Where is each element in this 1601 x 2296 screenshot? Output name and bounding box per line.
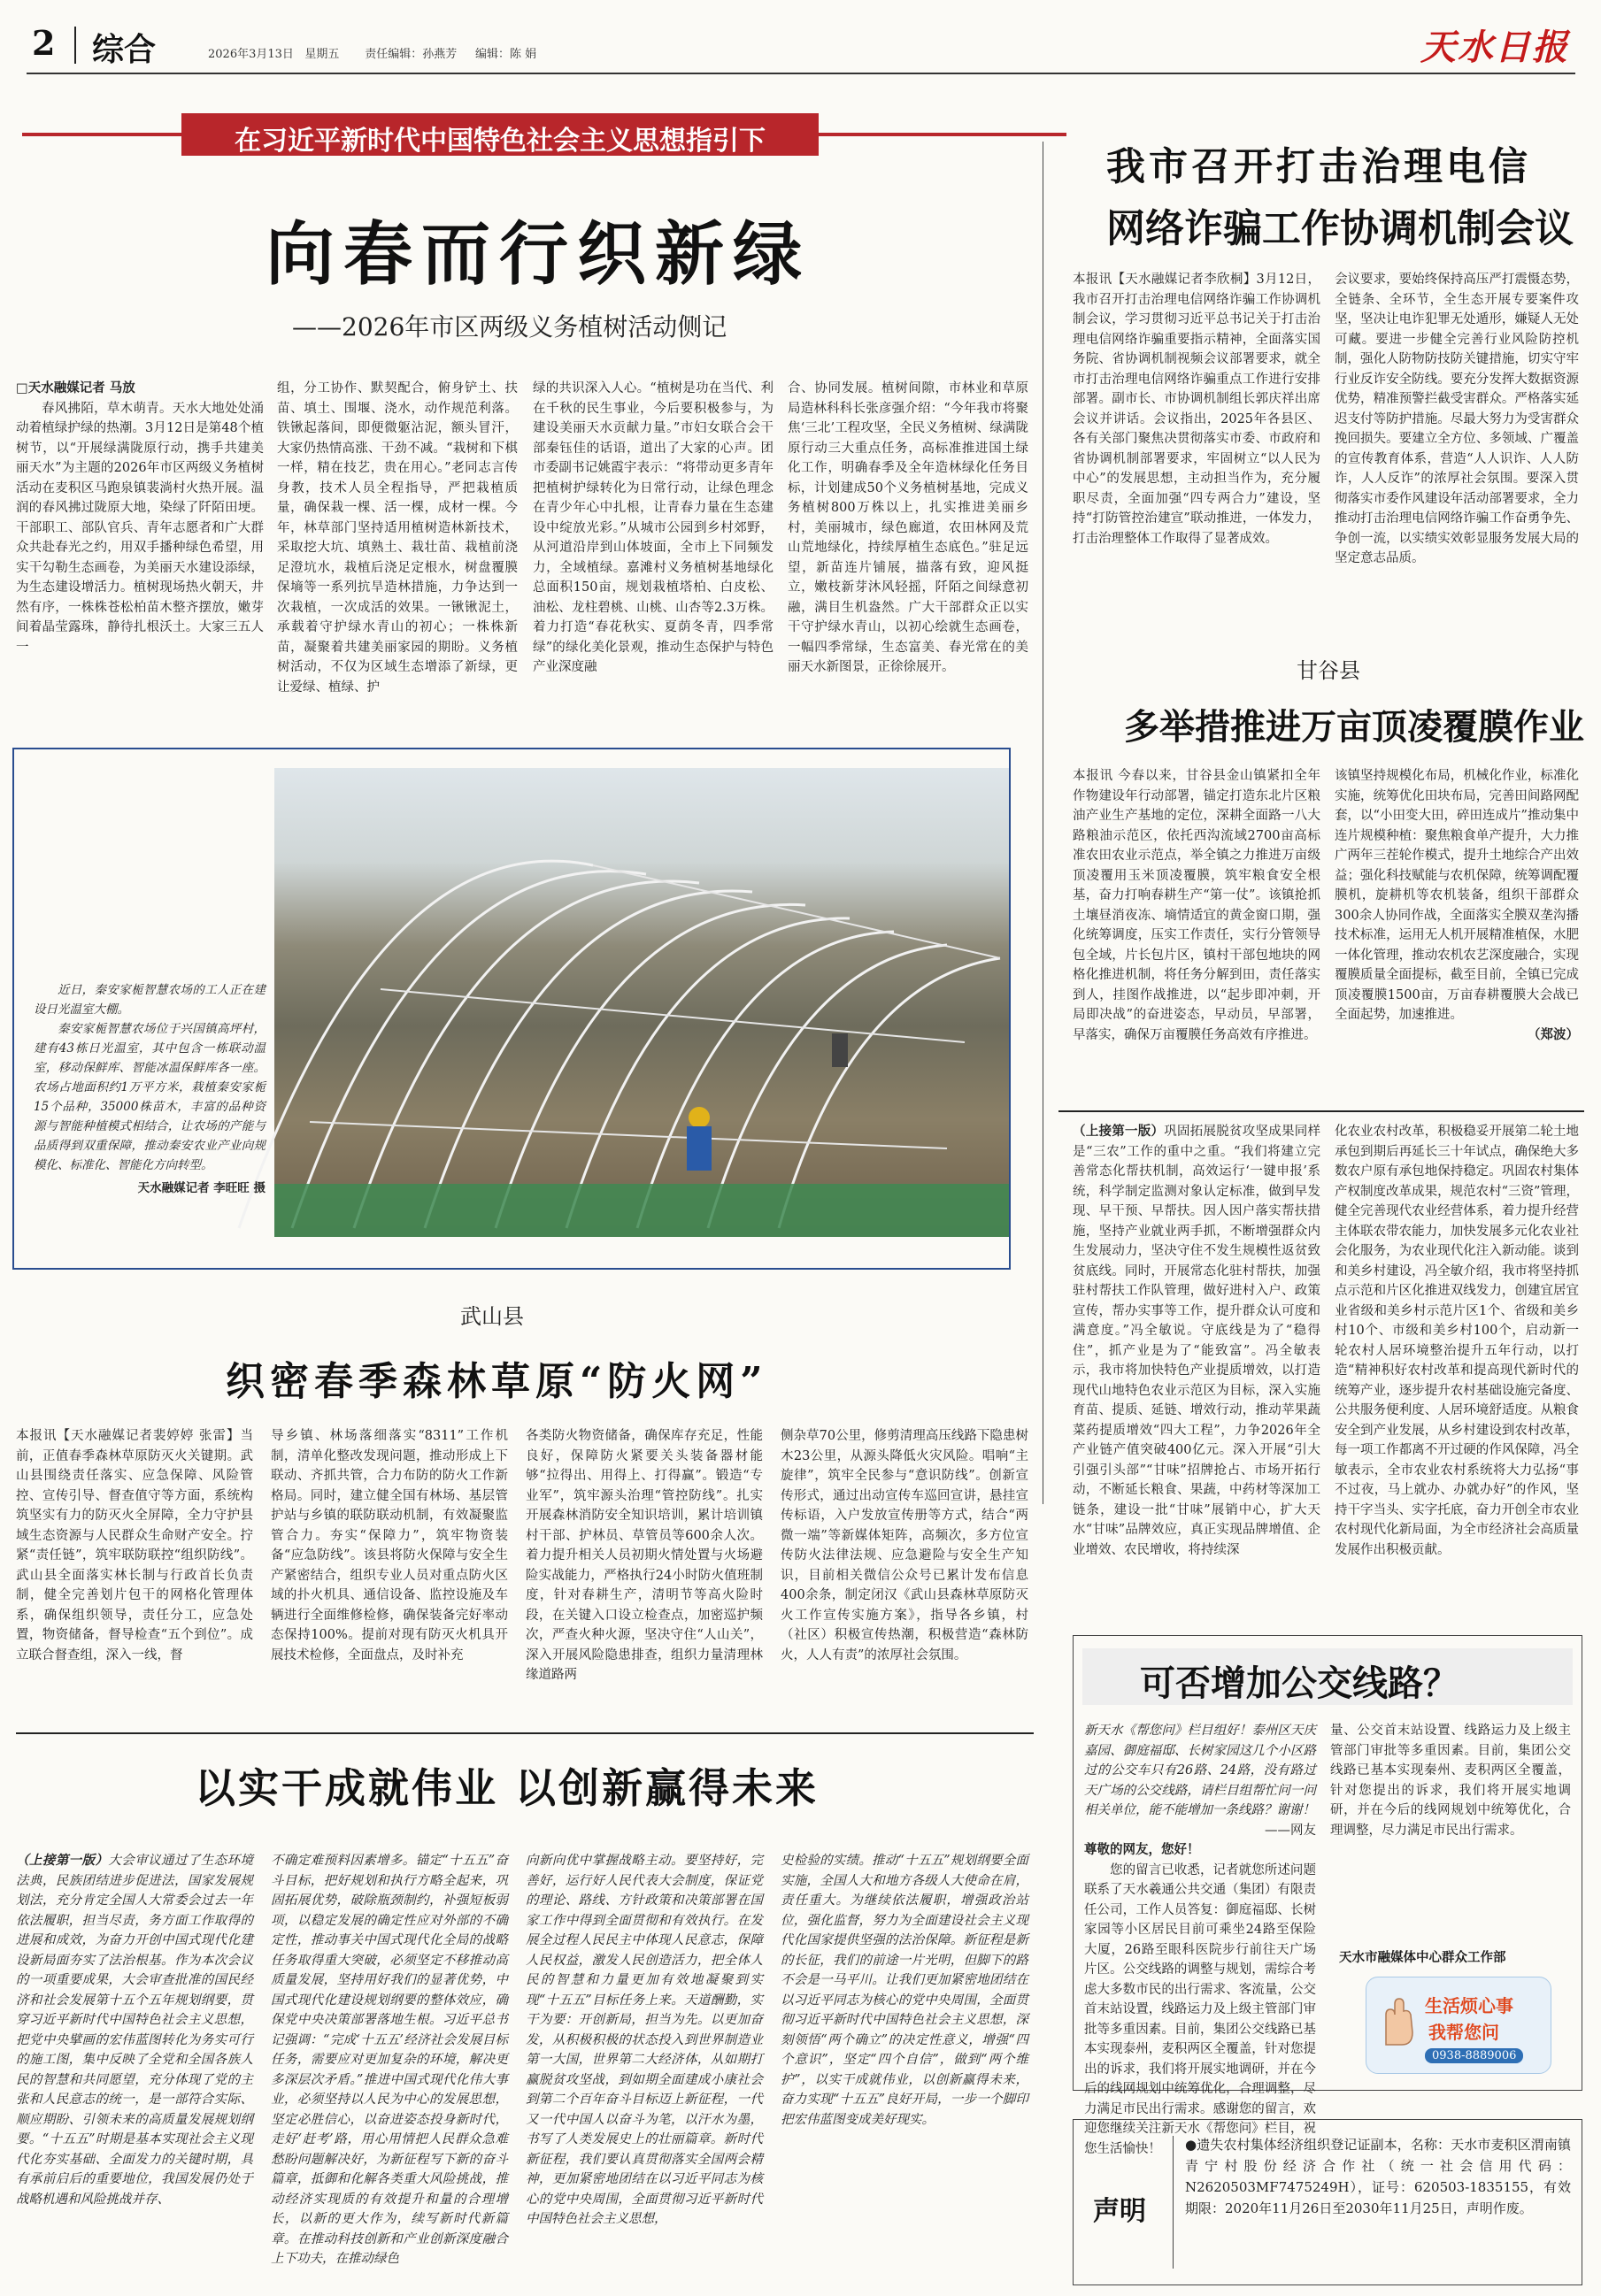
- hand-icon: [1375, 1993, 1420, 2046]
- tree-article-subtitle: ——2026年市区两级义务植树活动侧记: [292, 312, 727, 342]
- film-bottom-rule: [1058, 1110, 1584, 1112]
- photo-caption-line1: 近日，秦安家栀智慧农场的工人正在建设日光温室大棚。: [34, 983, 266, 1017]
- bus-reply: 您的留言已收悉，记者就您所述问题联系了天水羲通公共交通（集团）有限责任公司，工作人员答复：御庭福邸、长树家园等小区居民目前可乘坐24路至保险大厦，26路至眼科医院步行前往天广场片区。公交线路的调整与规划，需综合考虑大多数市民的出行需求、客流量，公交首末站设置，线路运力及上级主管部门审批等多重因素。目前，集团公交线路已基本实现泰州，麦积两区全覆盖，针对您提出的诉求，我们将开展实地调研，并在今后的线网规划中统筹优化，合理调整，尽力满足市民出行需求。感谢您的留言，欢迎您继续关注新天水《帮您问》栏目，祝您生活愉快！: [1084, 1862, 1316, 2156]
- film-article-title: 多举措推进万亩顶凌覆膜作业: [1124, 706, 1584, 748]
- fire-article-title: 织密春季森林草原“防火网”: [226, 1359, 768, 1404]
- film-signoff: （郑波）: [1528, 1026, 1579, 1042]
- fire-body-1: 本报讯【天水融媒记者裴婷婷 张雷】当前，正值春季森林草原防灭火关键期。武山县围绕责任落实、应急保障、风险管控、宣传引导、督查值守等方面，系统构筑坚实有力的防灭火全屏障，全力守护县域生态资源与人民群众生命财产安全。拧紧“责任链”，筑牢联防联控“组织防线”。武山县全面落实林长制与行政首长负责制，健全完善划片包干的网格化管理体系，确保组织领导，责任分工，应急处置，物资储备，督导检查“五个到位”。成立联合督查组，深入一线，督: [16, 1429, 253, 1662]
- film-county-label: 甘谷县: [1297, 658, 1360, 683]
- banner-text: 在习近平新时代中国特色社会主义思想指引下: [235, 126, 766, 157]
- work-tag: （上接第一版）大会审议通过了生态环境法典，民族团结进步促进法，国家发展规划法，充分肯定全国人大常委会过去一年依法履职，担当尽责，务方面工作取得的进展和成效，为奋力开创中国式现代化建设新局面夯实了法治根基。作为本次会议的一项重要成果，大会审查批准的国民经济和社会发展第十五个五年规划纲要，贯穿习近平新时代中国特色社会主义思想，把党中央擘画的宏伟蓝图转化为务实可行的施工图，集中反映了全党和全国各族人民的智慧和共同愿望，充分体现了党的主张和人民意志的统一，是一部符合实际、顺应期盼、引领未来的高质量发展规划纲要。“十五五”时期是基本实现社会主义现代化夯实基础、全面发力的关键时期，具有承前启后的重要地位，我国发展仍处于战略机遇和风险挑战并存、: [16, 1853, 254, 2207]
- film-article-col1: [1073, 766, 1320, 1102]
- statement-box: [1073, 2119, 1582, 2285]
- greenhouse-photo: [274, 768, 1009, 1237]
- badge-title: 生活烦心事: [1425, 1995, 1513, 2016]
- fire-article-col1: [16, 1426, 253, 1718]
- tree-article-col4: [788, 379, 1028, 715]
- page-header: [0, 0, 1601, 76]
- tree-body-2: 组，分工协作、默契配合，俯身铲土、扶苗、填土、围堰、浇水，动作规范利落。铁锹起落间，即便微躯沾泥，额头冒汗，大家仍热情高涨、干劲不减。“栽树和下棋一样，精在技艺，贵在用心。”老同志言传身教，技术人员全程指导，严把栽植质量，确保栽一棵、活一棵，成材一棵。今年，林草部门坚持适用植树造林新技术，采取挖大坑、填熟土、栽壮苗、栽植前浇足澄坑水，栽植后浇足定根水，树盘覆膜保墒等一系列抗旱造林措施，力争达到一次栽植，一次成活的效果。一锹锹泥土，承载着守护绿水青山的初心；一株株新苗，凝聚着共建美丽家园的期盼。义务植树活动，不仅为区域生态增添了新绿，更让爱绿、植绿、护: [277, 381, 518, 695]
- fraud-article-col1: [1073, 270, 1320, 628]
- statement-text: ●遗失农村集体经济组织登记证副本，名称：天水市麦积区渭南镇青宁村股份经济合作社（统一社会信用代码：N2620503MF7475249H），证号：620503-1835155，有效期限：2020年11月26日至2030年11月25日，声明作废。: [1185, 2137, 1571, 2216]
- badge-subtitle: 我帮您问: [1428, 2022, 1499, 2043]
- fraud-title-line2: 网络诈骗工作协调机制会议: [1106, 206, 1574, 251]
- statement-label: 声明: [1093, 2196, 1146, 2227]
- bus-col2: [1330, 1721, 1571, 1942]
- bus-signer: ——网友: [1265, 1823, 1316, 1838]
- weekday: 星期五: [304, 48, 340, 61]
- work-article-col4: [781, 1851, 1028, 2284]
- fire-body-2: 导乡镇、林场落细落实“8311”工作机制，清单化整改发现问题，推动形成上下联动、齐抓共管，合力布防的防火工作新格局。同时，建立健全国有林场、基层管护站与乡镇的联防联动机制，有效凝聚监管合力。夯实“保障力”，筑牢物资装备“应急防线”。该县将防火保障与安全生产紧密结合，组织专业人员对重点防火区域的扑火机具、通信设备、监控设施及车辆进行全面维修检修，确保装备完好率动态保持100%。提前对现有防灭火机具开展技术检修，全面盘点，及时补充: [271, 1429, 508, 1662]
- bus-box: [1073, 1635, 1582, 2156]
- work-body-3: 向新向优中掌握战略主动。要坚持好，完善好，运行好人民代表大会制度，保证党的理论、路线、方针政策和决策部署在国家工作中得到全面贯彻和有效执行。在发展全过程人民民主中体现人民意志，保障人民权益，激发人民创造活力，把全体人民的智慧和力量更加有效地凝聚到实现“十五五”目标任务上来。天道酬勤，实干为要：开创新局，担当为先。以更加奋发，从积极积极的状态投入到世界制造业第一大国，世界第二大经济体，从如期打赢脱贫攻坚战，到如期全面建成小康社会到第二个百年奋斗目标迈上新征程，一代又一代中国人以奋斗为笔，以汗水为墨，书写了人类发展史上的壮丽篇章。新时代新征程，我们要认真贯彻落实全国两会精神，更加紧密地团结在以习近平同志为核心的党中央周围，全面贯彻习近平新时代中国特色社会主义思想，: [526, 1854, 763, 2226]
- continued-body-2: 化农业农村改革，积极稳妥开展第二轮土地承包到期后再延长三十年试点，确保绝大多数农户原有承包地保持稳定。巩固农村集体产权制度改革成果，规范农村“三资”管理，健全完善现代农业经营体系，着力提升经营主体联农带农能力，加快发展多元化农业社会化服务，为农业现代化注入新动能。谈到和美乡村建设，冯全敏介绍，我市将坚持抓点示范和片区化推进双线发力，创建宜居宜业省级和美乡村示范片区1个、省级和美乡村10个、市级和美乡村100个，启动新一轮农村人居环境整治提升五年行动，以打造“精神积好农村改革和提高现代新时代的统筹产业，逐步提升农村基础设施完备度、公共服务便利度、人居环境舒适度。从粮食安全到产业发展，从乡村建设到农村改革，每一项工作都离不开过硬的作风保障，冯全敏表示，全市农业农村系统将大力弘扬“事不过夜，马上就办、办就办好”的作风，坚持干字当头、实字托底，奋力开创全市农业农村现代化新局面，为全市经济社会高质量发展作出积极贡献。: [1335, 1125, 1579, 1557]
- fire-article-col4: [781, 1426, 1028, 1718]
- tree-byline: □天水融媒记者 马放: [16, 380, 135, 395]
- header-meta: [208, 44, 536, 61]
- fraud-body-1: 本报讯【天水融媒记者李欣桐】3月12日，我市召开打击治理电信网络诈骗工作协调机制会议，学习贯彻习近平总书记关于打击治理电信网络诈骗重要指示精神，全面落实国务院、省协调机制视频会议部署要求，就全市打击治理电信网络诈骗重点工作进行安排部署。副市长、市协调机制组长郭庆祥出席会议并讲话。会议指出，2025年各县区、各有关部门聚焦决贯彻落实市委、市政府和省协调机制部署要求，牢固树立“以人民为中心”的发展思想，主动担当作为，充分履职尽责，全面加强“四专两合力”建设，坚持“打防管控治建宣”联动推进，一体发力，打击治理整体工作取得了显著成效。: [1073, 273, 1320, 546]
- film-article-col2: [1335, 766, 1579, 1102]
- tree-body-4: 合、协同发展。植树间隙，市林业和草原局造林科科长张彦强介绍：“今年我市将聚焦‘三北’工程攻坚，全民义务植树、绿满陇原行动三大重点任务，高标准推进国土绿化工作，明确春季及全年造林绿化任务目标，计划建成50个义务植树基地，完成义务植树800万株以上，扎实推进美丽乡村，美丽城市，绿色廊道，农田林网及荒山荒地绿化，持续厚植生态底色。”驻足远望，新苗连片铺展，描落有致，迎风挺立，嫩枝新芽沐风轻摇，阡陌之间绿意初融，满目生机盎然。广大干部群众正以实干守护绿水青山，以初心绘就生态画卷，一幅四季常绿，生态富美、春光常在的美丽天水新图景，正徐徐展开。: [788, 381, 1028, 674]
- fire-body-4: 侧杂草70公里，修剪清理高压线路下隐患树木23公里，从源头降低火灾风险。唱响“主旋律”，筑牢全民参与“意识防线”。创新宣传形式，通过出动宣传车巡回宣讲，悬挂宣传标语，入户发放宣传册等方式，结合“两微一端”等新媒体矩阵，高频次，多方位宣传防火法律法规、应急避险与安全生产知识，目前相关微信公众号已累计发布信息400余条，制定闭汉《武山县森林草原防灭火工作宣传实施方案》，指导各乡镇，村（社区）积极宣传热潮，积极营造“森林防火，人人有责”的浓厚社会氛围。: [781, 1429, 1028, 1662]
- fire-article-col2: [271, 1426, 508, 1718]
- photo-credit: 天水融媒记者 李旺旺 摄: [137, 1181, 266, 1195]
- work-body-2: 不确定难预料因素增多。锚定“十五五”奋斗目标，把好规划和执行方略全起来，巩固拓展优势，破除瓶颈制约，补强短板弱项，以稳定发展的确定性应对外部的不确定性，推动事关中国式现代化全局的战略任务取得重大突破，必须坚定不移推动高质量发展，坚持用好我们的显著优势，中国式现代化建设规划纲要的整体效应，确保党中央决策部署落地生根。习近平总书记强调：“完成‘十五五’经济社会发展目标任务，需要应对更加复杂的环境，解决更多深层次矛盾。”推进中国式现代化伟大事业，必须坚持以人民为中心的发展思想，坚定必胜信心，以奋进姿态投身新时代，走好‘赶考’路，用心用情把人民群众急难愁盼问题解决好，为新征程写下新的奋斗篇章，抵御和化解各类重大风险挑战，推动经济实现质的有效提升和量的合理增长，以新的更大作为，续写新时代新篇章。在推动科技创新和产业创新深度融合上下功夫，在推动绿色: [271, 1854, 508, 2266]
- work-body-1: 大会审议通过了生态环境法典，民族团结进步促进法，国家发展规划法，充分肯定全国人大常委会过去一年依法履职，担当尽责，务方面工作取得的进展和成效，为奋力开创中国式现代化建设新局面夯实了法治根基。作为本次会议的一项重要成果，大会审查批准的国民经济和社会发展第十五个五年规划纲要，贯穿习近平新时代中国特色社会主义思想，把党中央擘画的宏伟蓝图转化为务实可行的施工图，集中反映了全党和全国各族人民的智慧和共同愿望，充分体现了党的主张和人民意志的统一，是一部符合实际、顺应期盼、引领未来的高质量发展规划纲要。“十五五”时期是基本实现社会主义现代化夯实基础、全面发力的关键时期，具有承前启后的重要地位，我国发展仍处于战略机遇和风险挑战并存、: [16, 1854, 254, 2207]
- fraud-title-line1: 我市召开打击治理电信: [1106, 144, 1531, 189]
- bus-title: 可否增加公交线路？: [1140, 1662, 1459, 1704]
- fire-article-col3: [526, 1426, 763, 1718]
- work-article-col2: [271, 1851, 508, 2284]
- continued-col2: [1335, 1122, 1579, 1626]
- tree-article-col1: [16, 379, 264, 715]
- bus-footer: 天水市融媒体中心群众工作部: [1339, 1950, 1506, 1965]
- work-article-col1: [16, 1851, 253, 2284]
- continued-col1: [1073, 1122, 1320, 1626]
- photo-caption: [34, 980, 266, 1198]
- statement-body: [1185, 2134, 1571, 2276]
- tree-article-col2: [277, 379, 518, 715]
- fire-body-3: 各类防火物资储备，确保库存充足，性能良好，保障防火紧要关头装备器材能够“拉得出、用得上、打得赢”。锻造“专业军”，筑牢源头治理“管控防线”。扎实开展森林消防安全知识培训，累计培训镇村干部、护林员、草管员等600余人次。着力提升相关人员初期火情处置与火场避险实战能力，严格执行24小时防火值班制度，针对春耕生产，清明节等高火险时段，在关键入口设立检查点，加密巡护频次，严查火种火源，坚决守住“人山关”，深入开展风险隐患排查，组织力量清理林缘道路两: [526, 1429, 763, 1682]
- work-article-title: 以实干成就伟业 以创新赢得未来: [195, 1764, 820, 1812]
- fraud-article-col2: [1335, 270, 1579, 628]
- fire-county-label: 武山县: [460, 1304, 524, 1329]
- film-body-1: 本报讯 今春以来，甘谷县金山镇紧扣全年作物建设年行动部署，锚定打造东北片区粮油产业生产基地的定位，深耕全面路一八大路粮油示范区，依托西沟流域2700亩高标准农田农业示范点，举全镇之力推进万亩级顶凌覆用玉米顶凌覆膜，筑牢粮食安全根基，奋力打响春耕生产“第一仗”。该镇抢抓土壤昼消夜冻、墒情适宜的黄金窗口期，强化统筹调度，压实工作责任，实行分管领导包全域，片长包片区，镇村干部包地块的网格化推进机制，将任务分解到田，责任落实到人，挂图作战推进，以“起步即冲刺，开局即决战”的奋进姿态，早动员，早部署，早落实，确保万亩覆膜任务高效有序推进。: [1073, 769, 1320, 1042]
- page-number: 2: [32, 23, 56, 63]
- responsible-editor: 责任编辑：孙燕芳: [365, 48, 458, 61]
- photo-caption-line2: 秦安家栀智慧农场位于兴国镇高坪村，建有43栋日光温室，其中包含一栋联动温室，移动保鲜库、智能冰温保鲜库各一座。农场占地面积约1万平方米，栽植秦安家栀15个品种，35000株苗木，丰富的品种资源与智能种植模式相结合，让农场的产能与品质得到双重保障，推动秦安农业产业向规模化、标准化、智能化方向转型。: [34, 1022, 266, 1172]
- bus-reply-lead: 尊敬的网友，您好！: [1084, 1842, 1200, 1857]
- tree-body-3: 绿的共识深入人心。“植树是功在当代、利在千秋的民生事业，今后要积极参与，为建设美丽天水贡献力量。”市妇女联合会干部秦钰佳的话语，道出了大家的心声。团市委副书记姚霞宇表示：“将带动更多青年把植树护绿转化为日常行动，让绿色理念在青少年心中扎根，让青春力量在生态建设中绽放光彩。”从城市公园到乡村郊野，从河道沿岸到山体坡面，全市上下同频发力，全域植绿。嘉滩村义务植树基地绿化总面积150亩，规划栽植塔柏、白皮松、油松、龙柱碧桃、山桃、山杏等2.3万株。着力打造“春花秋实、夏荫冬青，四季常绿”的绿化美化景观，推动生态保护与特色产业深度融: [533, 381, 774, 674]
- header-rule: [27, 73, 1575, 74]
- tree-body-1: 春风拂陌，草木萌青。天水大地处处涌动着植绿护绿的热潮。3月12日是第48个植树节，以“开展绿满陇原行动，携手共建美丽天水”为主题的2026年市区两级义务植树活动在麦积区马跑泉镇裴淌村火热开展。温润的春风拂过陇原大地，染绿了阡陌田埂。干部职工、部队官兵、青年志愿者和广大群众共赴春光之约，用双手播种绿色希望，用实干勾勒生态画卷，为美丽天水建设添绿，为生态建设增活力。植树现场热火朝天，井然有序，一株株苍松柏苗木整齐摆放，嫩芽间着晶莹露珠，静待扎根沃土。大家三五人一: [16, 401, 264, 655]
- tree-article-title: 向春而行织新绿: [266, 214, 812, 295]
- film-body-2: 该镇坚持规模化布局，机械化作业，标准化实施，统筹优化田块布局，完善田间路网配套，以“小田变大田，碎田连成片”推动集中连片规模种植：聚焦粮食单产提升，大力推广两年三茬轮作模式，提升土地综合产出效益；强化科技赋能与农机保障，统筹调配覆膜机，旋耕机等农机装备，组织干部群众300余人协同作战，全面落实全膜双垄沟播技术标准，运用无人机开展精准植保，水肥一体化管理，推动农机农艺深度融合，实现覆膜质量全面提标，截至目前，全镇已完成顶凌覆膜1500亩，万亩春耕覆膜大会战已全面起势，加速推进。: [1335, 769, 1579, 1022]
- fire-bottom-rule: [16, 1732, 1034, 1734]
- fraud-body-2: 会议要求，要始终保持高压严打震慑态势，全链条、全环节，全生态开展专要案件攻坚，坚决让电诈犯罪无处遁形，嫌疑人无处可藏。要进一步健全完善行业风险防控机制，强化人防物防技防关键措施，切实守牢行业反诈安全防线。要充分发挥大数据资源优势，精准预警拦截受害群众。严格落实延迟支付等防护措施。尽最大努力为受害群众挽回损失。要建立全方位、多领域、广覆盖的宣传教育体系，营造“人人识诈、人人防诈，人人反诈”的浓厚社会氛围。要深入贯彻落实市委作风建设年活动部署要求，全力推动打击治理电信网络诈骗工作奋勇争先、争创一流，以实绩实效彰显服务发展大局的坚定意志品质。: [1335, 273, 1579, 565]
- masthead-logo: 天水日报: [1420, 27, 1569, 68]
- work-body-4: 史检验的实绩。推动“十五五”规划纲要全面实施，全国人大和地方各级人大使命在肩，责任重大。为继续依法履职，增强政治站位，强化监督，努力为全面建设社会主义现代化国家提供坚强的法治保障。新征程是新的长征，我们的前途一片光明，但脚下的路不会是一马平川。让我们更加紧密地团结在以习近平同志为核心的党中央周围，全面贯彻习近平新时代中国特色社会主义思想，深刻领悟“两个确立”的决定性意义，增强“四个意识”，坚定“四个自信”，做到“两个维护”，以实干成就伟业，以创新赢得未来，奋力实现“十五五”良好开局，一步一个脚印把宏伟蓝图变成美好现实。: [781, 1854, 1028, 2127]
- section-name: 综合: [92, 31, 157, 68]
- work-article-col3: [526, 1851, 763, 2284]
- issue-date: 2026年3月13日: [208, 48, 294, 61]
- bus-reply-cont: 量、公交首末站设置、线路运力及上级主管部门审批等多重因素。目前，集团公交线路已基本实现秦州、麦积两区全覆盖，针对您提出的诉求，我们将开展实地调研，并在今后的线网规划中统筹优化，合理调整，尽力满足市民出行需求。: [1330, 1724, 1571, 1838]
- tree-article-col3: [533, 379, 774, 715]
- layout-editor: 编辑：陈 娟: [474, 48, 537, 61]
- ask-badge: [1366, 1977, 1551, 2074]
- bus-letter: 新天水《帮您问》栏目组好！泰州区天庆嘉园、御庭福邸、长树家园这几个小区路过的公交车只有26路、24路，没有路过天广场的公交线路，请栏目组帮忙问一问相关单位，能不能增加一条线路？谢谢！: [1084, 1724, 1316, 1817]
- continued-body-1: （上接第一版）巩固拓展脱贫攻坚成果同样是“三农”工作的重中之重。“我们将建立完善常态化帮扶机制，高效运行‘一键申报’系统，科学制定监测对象认定标准，做到早发现、早干预、早帮扶。因人因户落实帮扶措施，坚持产业就业两手抓，不断增强群众内生发展动力，坚决守住不发生规模性返贫致贫底线。同时，开展常态化驻村帮扶，加强驻村帮扶工作队管理，做好进村入户、政策宣传，帮办实事等工作，提升群众认可度和满意度。”冯全敏说。守底线是为了“稳得住”，抓产业是为了“能致富”。冯全敏表示，我市将加快特色产业提质增效，以打造现代山地特色农业示范区为目标，深入实施育苗、提质、延链、增效行动，推动苹果蔬菜药提质增效“四大工程”，力争2026年全产业链产值突破400亿元。深入开展“引大引强引头部”“甘味”招牌抢占、市场开拓行动，不断延长粮食、果蔬，中药材等深加工链条，建设一批“甘味”展销中心，扩大天水“甘味”品牌效应，真正实现品牌增值、企业增效、农民增收，将持续深: [1073, 1124, 1320, 1557]
- header-divider: [74, 27, 76, 64]
- badge-phone: 0938-8889006: [1425, 2048, 1523, 2063]
- greenhouse-frame-drawing: [274, 768, 1009, 1237]
- bus-col1: [1084, 1721, 1316, 2156]
- statement-divider: [1173, 2136, 1174, 2269]
